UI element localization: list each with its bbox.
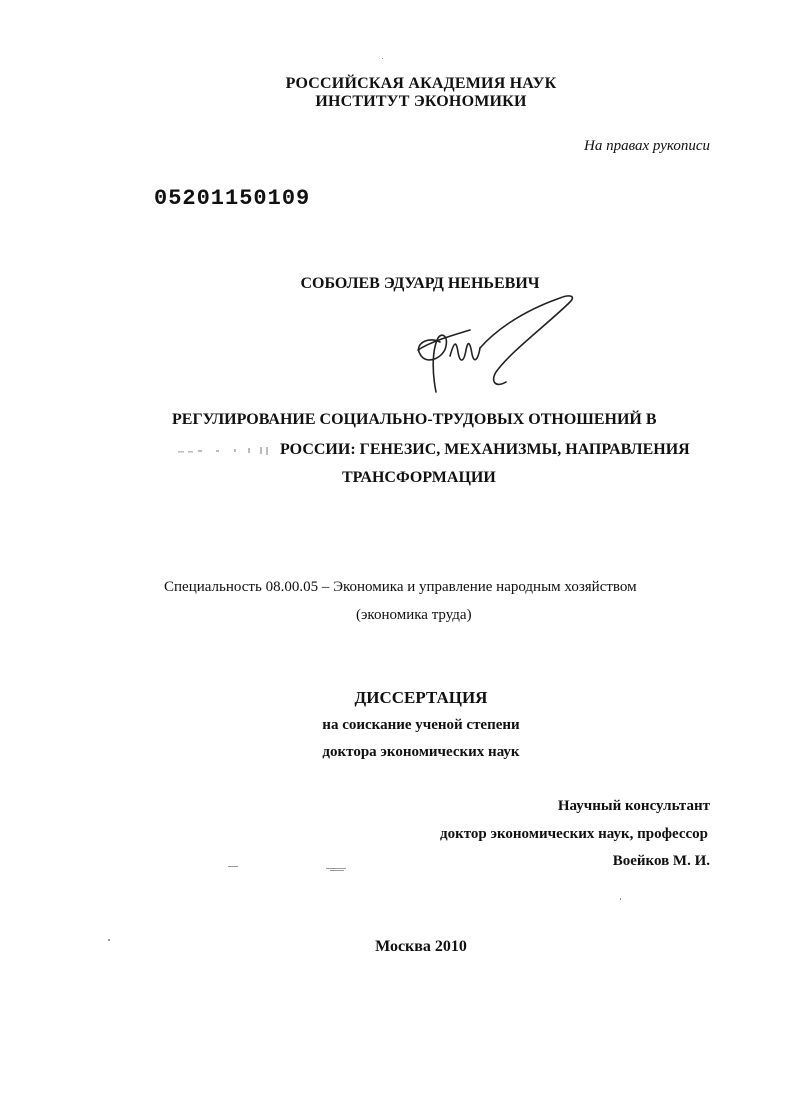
- city-year: Москва 2010: [375, 938, 467, 955]
- faded-text-artifact: [176, 445, 276, 457]
- consultant-name: Воейков М. И.: [612, 853, 710, 869]
- specialty-line: Специальность 08.00.05 – Экономика и управление народным хозяйством: [164, 579, 637, 595]
- dissertation-degree: доктора экономических наук: [322, 744, 520, 760]
- rights-note: На правах рукописи: [584, 138, 710, 154]
- dissertation-type: ДИССЕРТАЦИЯ: [354, 688, 488, 707]
- author-name: СОБОЛЕВ ЭДУАРД НЕНЬЕВИЧ: [300, 275, 540, 292]
- thesis-title-line3: ТРАНСФОРМАЦИИ: [342, 469, 496, 486]
- thesis-title-line2: РОССИИ: ГЕНЕЗИС, МЕХАНИЗМЫ, НАПРАВЛЕНИЯ: [280, 441, 690, 458]
- consultant-credentials: доктор экономических наук, профессор: [439, 826, 708, 842]
- institute-name: ИНСТИТУТ ЭКОНОМИКИ: [315, 93, 527, 110]
- consultant-role: Научный консультант: [557, 798, 710, 814]
- academy-name: РОССИЙСКАЯ АКАДЕМИЯ НАУК: [285, 75, 557, 92]
- handwritten-signature-icon: [410, 292, 590, 396]
- registration-code: 05201150109: [154, 186, 311, 211]
- specialty-subfield: (экономика труда): [356, 607, 472, 623]
- thesis-title-line1: РЕГУЛИРОВАНИЕ СОЦИАЛЬНО-ТРУДОВЫХ ОТНОШЕНИЙ В: [172, 411, 657, 428]
- dissertation-purpose: на соискание ученой степени: [322, 717, 520, 733]
